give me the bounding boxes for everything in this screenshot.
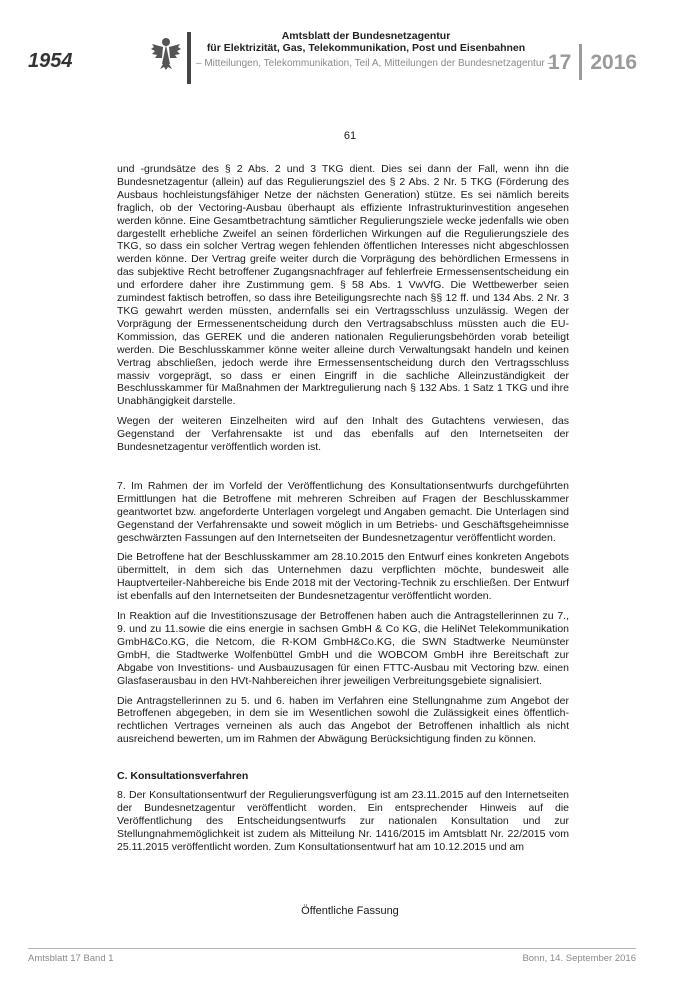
footer-publication: Amtsblatt 17 Band 1 bbox=[28, 953, 114, 964]
header-divider bbox=[187, 32, 191, 84]
paragraph: 7. Im Rahmen der im Vorfeld der Veröffentlichung des Konsultationsentwurfs durchgeführten Ermittlungen hat die Betroffene mit mehreren Schreiben auf Fragen der Beschlusskammer geantwortet bzw. angeforderte Unterlagen vorgelegt und Angaben gemacht. Die Unterlagen sind Gegenstand der Verfahrensakte und soweit möglich in um Betriebs- und Geschäftsgeheimnisse geschwärzten Fassungen auf den Internetseiten der Bundesnetzagentur veröffentlicht worden. bbox=[117, 479, 569, 544]
paragraph: Die Betroffene hat der Beschlusskammer am 28.10.2015 den Entwurf eines konkreten Angebots übermittelt, in dem sich das Unternehmen dazu verpflichten möchte, bundesweit alle Hauptverteiler-Nahbereiche bis Ende 2018 mit der Vectoring-Technik zu erschließen. Der Entwurf ist ebenfalls auf den Internetseiten der Bundesnetzagentur veröffentlicht worden. bbox=[117, 551, 569, 603]
issue-block bbox=[548, 42, 637, 82]
publication-subtitle: – Mitteilungen, Telekommunikation, Teil A, Mitteilungen der Bundesnetzagentur – bbox=[196, 58, 554, 69]
publication-title bbox=[196, 30, 536, 54]
paragraph: 8. Der Konsultationsentwurf der Regulierungsverfügung ist am 23.11.2015 auf den Internetseiten der Bundesnetzagentur veröffentlicht worden. Ein entsprechender Hinweis auf die Veröffentlichung des Entscheidungsentwurfs zur nationalen Konsultation und zur Stellungnahmemöglichkeit ist zudem als Mitteilung Nr. 1416/2015 im Amtsblatt Nr. 22/2015 vom 25.11.2015 veröffentlicht worden. Zum Konsultationsentwurf hat am 10.12.2015 und am bbox=[117, 789, 569, 853]
federal-eagle-icon bbox=[150, 34, 182, 70]
issue-year: 2016 bbox=[590, 50, 638, 74]
page-number-left: 1954 bbox=[28, 50, 73, 72]
publication-title-line-1: Amtsblatt der Bundesnetzagentur bbox=[281, 30, 451, 42]
footer-divider bbox=[28, 948, 636, 949]
issue-divider bbox=[579, 44, 582, 80]
paragraph: Wegen der weiteren Einzelheiten wird auf den Inhalt des Gutachtens verwiesen, das Gegenstand der Verfahrensakte ist und das ebenfalls auf den Internetseiten der Bundesnetzagentur veröffentlich worden ist. bbox=[117, 415, 569, 454]
issue-number: 17 bbox=[548, 50, 572, 74]
section-heading: C. Konsultationsverfahren bbox=[117, 770, 249, 783]
publication-title-line-2: für Elektrizität, Gas, Telekommunikation, Post und Eisenbahnen bbox=[206, 42, 526, 54]
public-version-label: Öffentliche Fassung bbox=[301, 905, 399, 917]
document-body bbox=[117, 163, 569, 861]
footer-date: Bonn, 14. September 2016 bbox=[522, 953, 636, 964]
paragraph: In Reaktion auf die Investitionszusage der Betroffenen haben auch die Antragstellerinnen zu 7., 9. und zu 11.sowie die eins energie in sachsen GmbH & Co KG, die HeliNet Telekommunikation GmbH&Co.KG, die Netcom, die R-KOM GmbH&Co.KG, die SWN Stadtwerke Neumünster GmbH, die Stadtwerke Wolfenbüttel GmbH und die WOBCOM GmbH ihre Bereitschaft zur Abgabe von Investitions- und Ausbauzusagen für einen FTTC-Ausbau mit Vectoring bzw. einen Glasfaserausbau in den HVt-Nahbereichen ihrer jeweiligen Verbreitungsgebiete signalisiert. bbox=[117, 610, 569, 687]
paragraph: Die Antragstellerinnen zu 5. und 6. haben im Verfahren eine Stellungnahme zum Angebot der Betroffenen abgegeben, in dem sie im Wesentlichen sowohl die Zulässigkeit eines öffentlich-rechtlichen Vertrages verneinen als auch das Angebot der Betroffenen inhaltlich als nicht ausreichend bewerten, um im Rahmen der Abwägung Berücksichtigung finden zu können. bbox=[117, 694, 569, 746]
paragraph: und -grundsätze des § 2 Abs. 2 und 3 TKG dient. Dies sei dann der Fall, wenn ihn die Bundesnetzagentur (allein) auf das Regulierungsziel des § 2 Abs. 2 Nr. 5 TKG (Förderung des Ausbaus hochleistungsfähiger Netze der nächsten Generation) stütze. Es sei nämlich bereits fraglich, ob der Vectoring-Ausbau überhaupt als effiziente Infrastrukturinvestition angesehen werden könne. Eine Gesamtbetrachtung sämtlicher Regulierungsziele wecke jedenfalls wie oben dargestellt erhebliche Zweifel an seinen förderlichen Wirkungen auf die Regulierungsziele des TKG, so dass ein solcher Vertrag wegen fehlenden öffentlichen Interesses nicht abgeschlossen werden könne. Der Vertrag greife weiter durch die Vorprägung des behördlichen Ermessens in das subjektive Recht betroffener Zugangsnachfrager auf fehlerfreie Ermessensentscheidung ein und erfordere daher ihre Zustimmung gem. § 58 Abs. 1 VwVfG. Die Wettbewerber seien zumindest faktisch betroffen, so dass ihre Beteiligungsrechte nach §§ 12 ff. und 134 Abs. 2 Nr. 3 TKG gewahrt werden müssten, andernfalls sei ein Vertragsschluss unzulässig. Wegen der Vorprägung der Ermessenentscheidung durch den Vertragsabschluss müssten auch die EU-Kommission, das GEREK und die anderen nationalen Regulierungsbehörden vorab beteiligt werden. Die Beschlusskammer könne weiter alleine durch Verwaltungsakt handeln und keinen Vertrag abschließen, jedoch werde ihre Ermessensentscheidung durch den Vertragsschluss massiv vorgeprägt, so dass er einen Eingriff in die sachliche Alleinzuständigkeit der Beschlusskammer für Maßnahmen der Marktregulierung nach § 132 Abs. 1 Satz 1 TKG und ihre Unabhängigkeit darstelle. bbox=[117, 163, 569, 408]
document-page-number: 61 bbox=[343, 130, 357, 142]
